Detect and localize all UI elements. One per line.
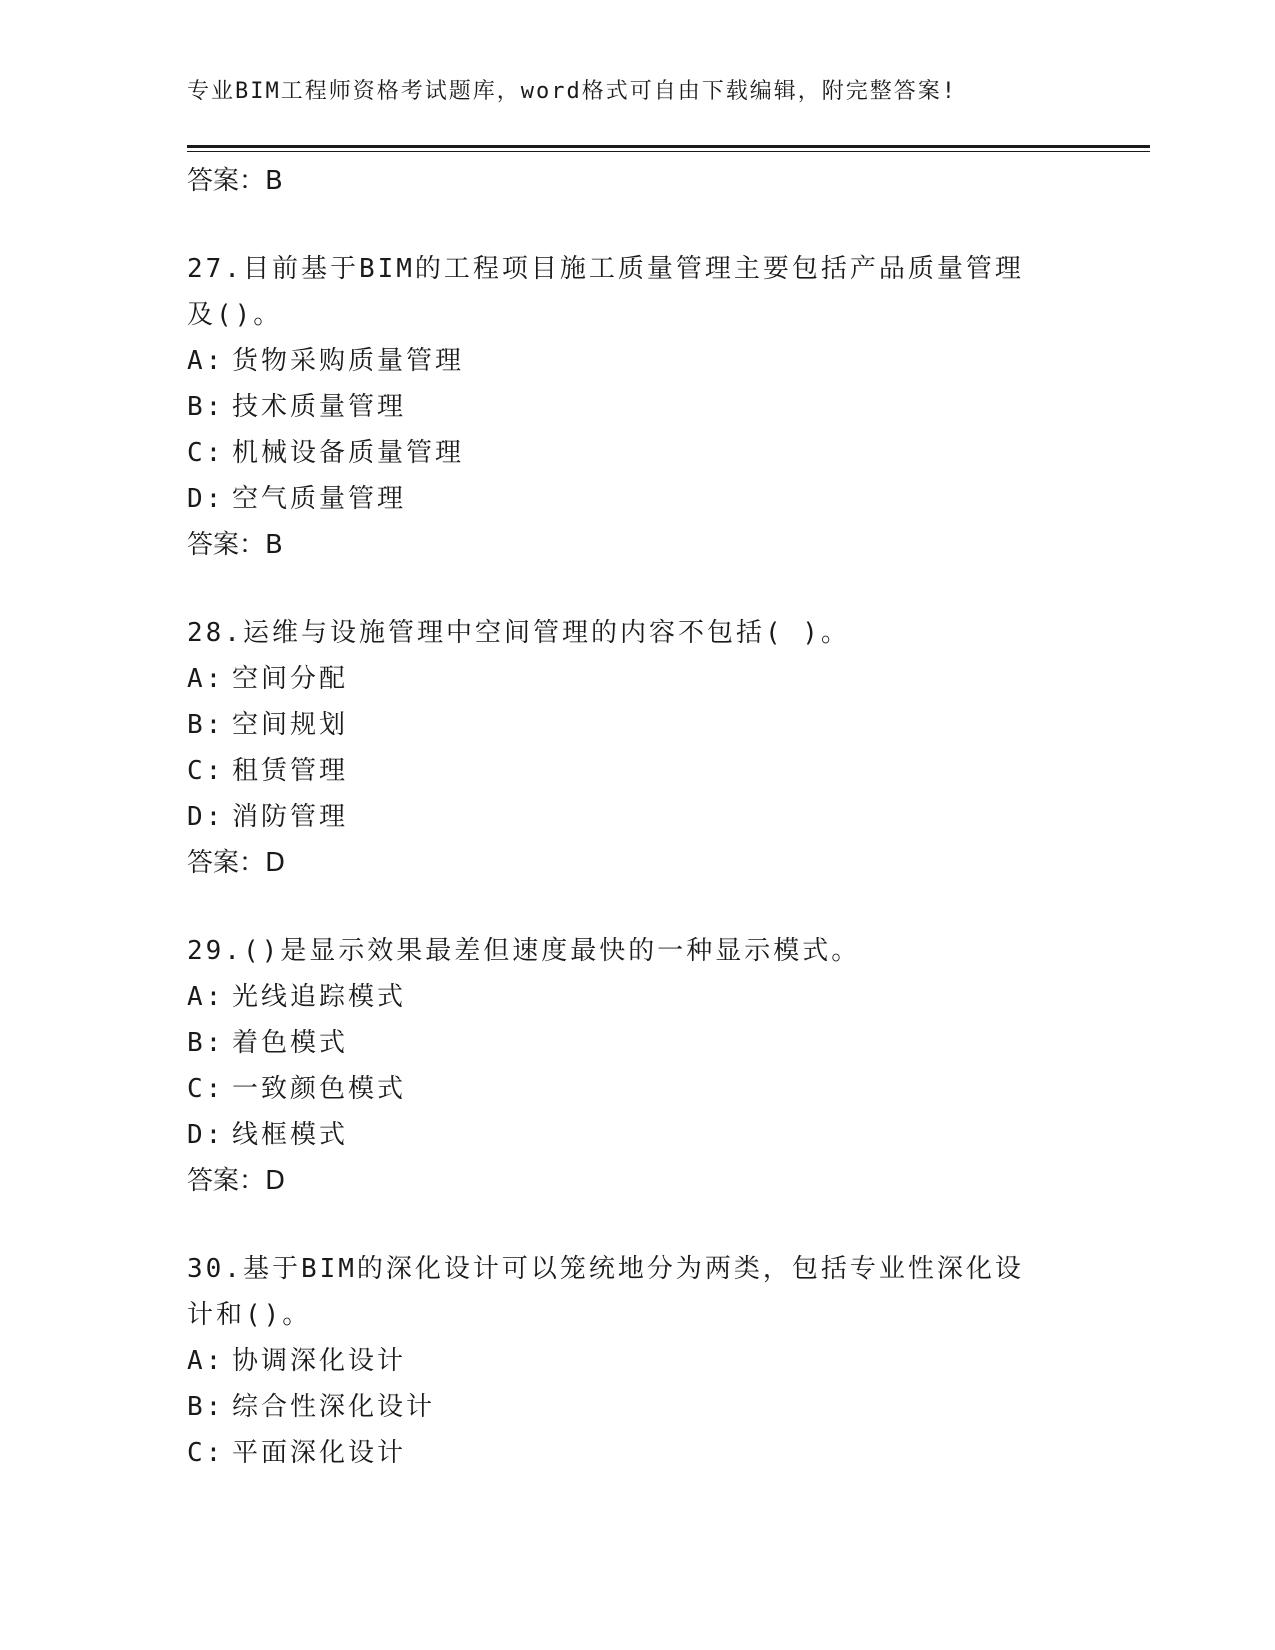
option-text: 租赁管理 [232, 756, 349, 786]
question-27 [187, 246, 1087, 568]
question-stem: 28.运维与设施管理中空间管理的内容不包括( )。 [187, 618, 850, 648]
option-b [187, 1384, 1087, 1430]
question-29 [187, 928, 1087, 1204]
option-b [187, 1020, 1087, 1066]
option-letter: D: [187, 802, 225, 832]
option-c [187, 1066, 1087, 1112]
option-text: 着色模式 [232, 1028, 349, 1058]
option-text: 空间规划 [232, 710, 349, 740]
option-b [187, 702, 1087, 748]
option-d [187, 1112, 1087, 1158]
option-letter: A: [187, 346, 225, 376]
option-text: 一致颜色模式 [232, 1074, 407, 1104]
header-divider-thin [187, 151, 1150, 152]
option-letter: A: [187, 982, 225, 1012]
answer-line: 答案：D [187, 1166, 286, 1196]
page-header: 专业BIM工程师资格考试题库，word格式可自由下载编辑，附完整答案! [187, 79, 957, 104]
question-stem: 27.目前基于BIM的工程项目施工质量管理主要包括产品质量管理及()。 [187, 254, 1024, 330]
option-letter: B: [187, 1028, 225, 1058]
option-c [187, 1430, 1087, 1476]
option-text: 光线追踪模式 [232, 982, 407, 1012]
option-a [187, 656, 1087, 702]
option-text: 平面深化设计 [232, 1438, 407, 1468]
option-c [187, 748, 1087, 794]
option-text: 机械设备质量管理 [232, 438, 465, 468]
option-text: 协调深化设计 [232, 1346, 407, 1376]
option-d [187, 794, 1087, 840]
answer-line: 答案：B [187, 530, 283, 560]
answer-line: 答案：B [187, 166, 283, 196]
header-divider [187, 145, 1150, 148]
option-a [187, 974, 1087, 1020]
option-letter: B: [187, 392, 225, 422]
option-letter: B: [187, 1392, 225, 1422]
question-30 [187, 1246, 1087, 1476]
option-b [187, 384, 1087, 430]
option-letter: C: [187, 1438, 225, 1468]
question-list [187, 158, 1087, 1476]
option-letter: D: [187, 1120, 225, 1150]
option-letter: A: [187, 664, 225, 694]
option-text: 综合性深化设计 [232, 1392, 436, 1422]
question-stem: 29.()是显示效果最差但速度最快的一种显示模式。 [187, 936, 861, 966]
option-text: 货物采购质量管理 [232, 346, 465, 376]
option-letter: C: [187, 438, 225, 468]
question-stem: 30.基于BIM的深化设计可以笼统地分为两类，包括专业性深化设计和()。 [187, 1254, 1024, 1330]
option-d [187, 476, 1087, 522]
option-letter: A: [187, 1346, 225, 1376]
option-text: 空气质量管理 [232, 484, 407, 514]
option-text: 空间分配 [232, 664, 349, 694]
option-letter: C: [187, 756, 225, 786]
option-text: 线框模式 [232, 1120, 349, 1150]
option-text: 技术质量管理 [232, 392, 407, 422]
option-a [187, 338, 1087, 384]
option-letter: C: [187, 1074, 225, 1104]
option-text: 消防管理 [232, 802, 349, 832]
option-letter: B: [187, 710, 225, 740]
option-letter: D: [187, 484, 225, 514]
answer-line: 答案：D [187, 848, 286, 878]
question-28 [187, 610, 1087, 886]
option-a [187, 1338, 1087, 1384]
option-c [187, 430, 1087, 476]
